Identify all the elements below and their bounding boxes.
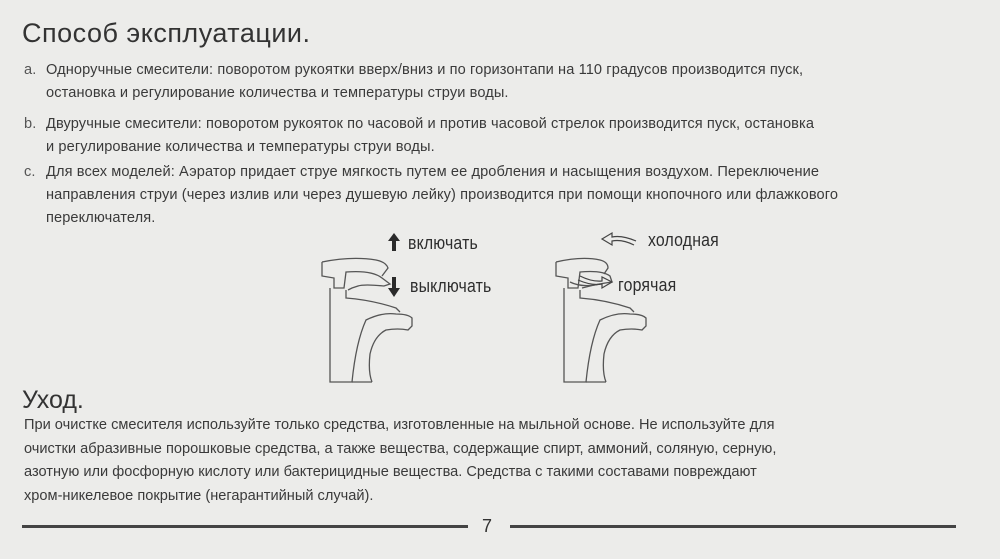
arrow-left-curved-icon [600, 229, 640, 249]
list-marker: c. [24, 164, 36, 180]
page-title: Способ эксплуатации. [22, 18, 311, 48]
list-marker: b. [24, 116, 37, 132]
footer-rule-right [510, 525, 956, 528]
arrow-up-icon [387, 232, 401, 252]
list-text-line: направления струи (через излив или через душевую лейку) производится при помощи кнопочного или флажкового [46, 187, 839, 203]
list-text-line: переключателя. [46, 210, 156, 226]
care-paragraph [24, 414, 974, 508]
list-text-line: Двуручные смесители: поворотом рукояток по часовой и против часовой стрелок производится пуск, остановка [46, 116, 815, 132]
list-text-line: остановка и регулирование количества и температуры струи воды. [46, 85, 509, 101]
care-text-line: азотную или фосфорную кислоту или бактерицидные вещества. Средства с такими составами повреждают [24, 464, 757, 480]
list-item-b [24, 113, 814, 159]
list-text-line: Однoручные смесители: поворотом рукоятки вверх/вниз и по горизонтапи на 110 градусов производится пуск, [46, 62, 804, 78]
label-cold: холодная [648, 230, 719, 250]
arrow-down-icon [387, 276, 401, 298]
list-item-c [24, 161, 838, 230]
list-item-a [24, 59, 803, 105]
care-text-line: При очистке смесителя используйте только средства, изготовленные на мыльной основе. Не используйте для [24, 417, 775, 433]
label-hot: горячая [618, 275, 677, 295]
list-marker: a. [24, 62, 37, 78]
label-off: выключать [410, 276, 492, 296]
page-number: 7 [482, 516, 493, 536]
care-text-line: очистки абразивные порошковые средства, а также вещества, содержащие спирт, аммоний, соляную, серную, [24, 440, 777, 457]
footer-rule-left [22, 525, 468, 528]
label-on: включать [408, 233, 478, 253]
care-title: Уход. [22, 386, 84, 414]
faucet-cold-hot-illustration [542, 232, 662, 392]
list-text-line: Для всех моделей: Аэратор придает струе мягкость путем ее дробления и насыщения воздухом. Переключение [46, 164, 820, 180]
list-text-line: и регулирование количества и температуры струи воды. [46, 139, 435, 155]
arrow-right-curved-icon [574, 274, 614, 294]
faucet-on-off-illustration [312, 232, 432, 392]
care-text-line: хром-никелевое покрытие (негарантийный случай). [24, 487, 374, 504]
